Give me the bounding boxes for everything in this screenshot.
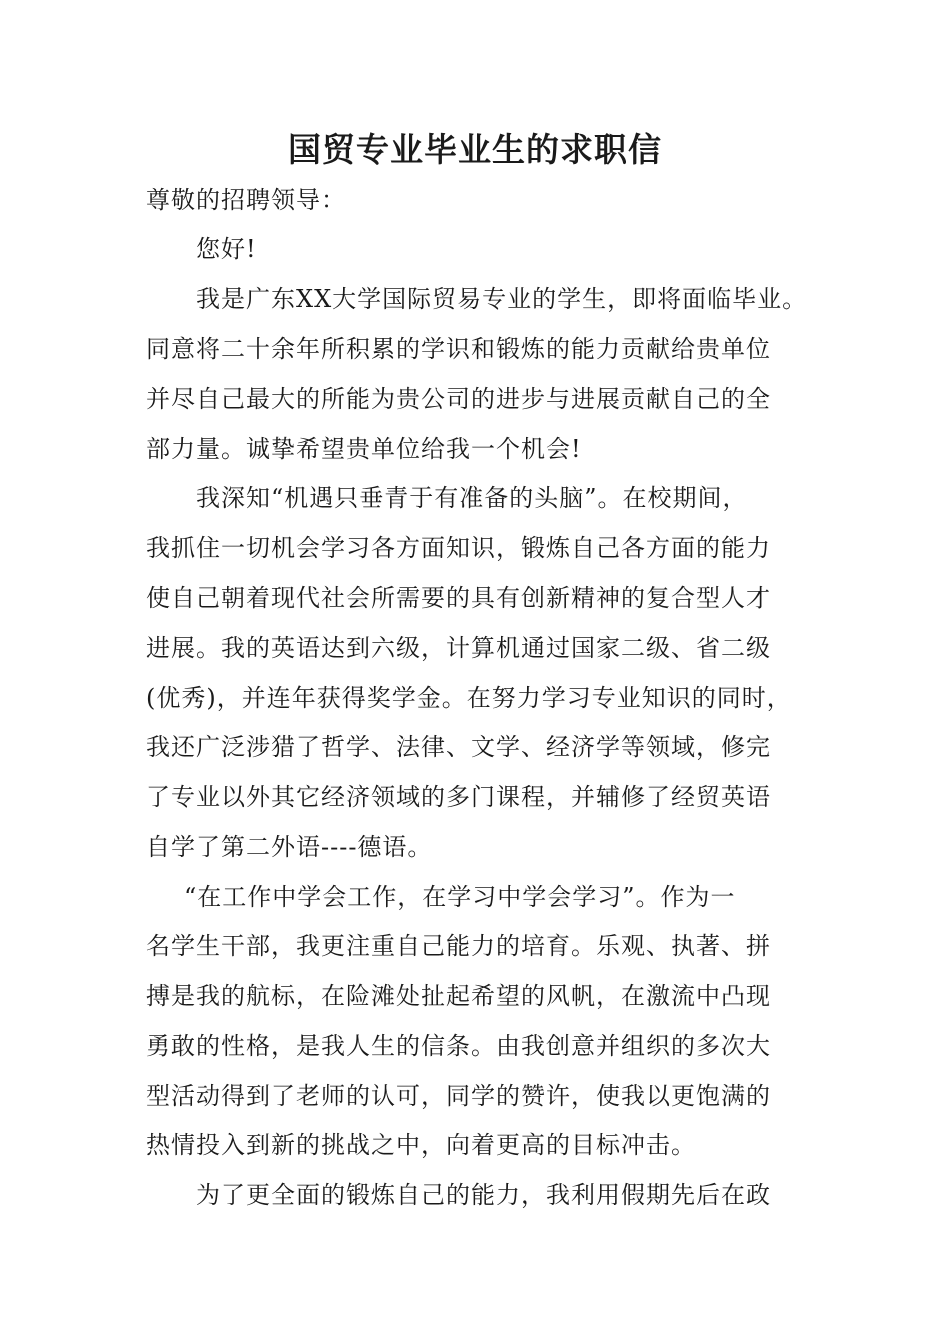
paragraph-line: 我抓住一切机会学习各方面知识，锻炼自己各方面的能力 xyxy=(146,534,771,562)
paragraph-line: 搏是我的航标，在险滩处扯起希望的风帆，在激流中凸现 xyxy=(146,982,771,1010)
paragraph-line: 型活动得到了老师的认可，同学的赞许，使我以更饱满的 xyxy=(146,1082,771,1110)
paragraph-line: 热情投入到新的挑战之中，向着更高的目标冲击。 xyxy=(146,1131,696,1159)
salutation: 尊敬的招聘领导： xyxy=(146,186,346,214)
paragraph-line: “在工作中学会工作，在学习中学会学习”。作为一 xyxy=(184,883,736,911)
paragraph-line: 了专业以外其它经济领域的多门课程，并辅修了经贸英语 xyxy=(146,783,771,811)
paragraph-line: 同意将二十余年所积累的学识和锻炼的能力贡献给贵单位 xyxy=(146,335,771,363)
paragraph-line: 部力量。诚挚希望贵单位给我一个机会! xyxy=(146,435,582,463)
paragraph-line: 使自己朝着现代社会所需要的具有创新精神的复合型人才 xyxy=(146,584,771,612)
paragraph-line: 我是广东XX大学国际贸易专业的学生，即将面临毕业。 xyxy=(196,285,808,313)
paragraph-line: 进展。我的英语达到六级，计算机通过国家二级、省二级 xyxy=(146,634,771,662)
paragraph-line: 我还广泛涉猎了哲学、法律、文学、经济学等领域，修完 xyxy=(146,733,771,761)
paragraph-line: 为了更全面的锻炼自己的能力，我利用假期先后在政 xyxy=(196,1181,771,1209)
document-title: 国贸专业毕业生的求职信 xyxy=(288,130,662,169)
paragraph-line: (优秀)，并连年获得奖学金。在努力学习专业知识的同时， xyxy=(146,684,792,712)
paragraph-line: 勇敢的性格，是我人生的信条。由我创意并组织的多次大 xyxy=(146,1032,771,1060)
paragraph-line: 我深知“机遇只垂青于有准备的头脑”。在校期间， xyxy=(196,484,748,512)
paragraph-line: 自学了第二外语----德语。 xyxy=(146,833,433,861)
paragraph-line: 并尽自己最大的所能为贵公司的进步与进展贡献自己的全 xyxy=(146,385,771,413)
paragraph-line: 名学生干部，我更注重自己能力的培育。乐观、执著、拼 xyxy=(146,932,771,960)
greeting: 您好! xyxy=(196,235,257,263)
